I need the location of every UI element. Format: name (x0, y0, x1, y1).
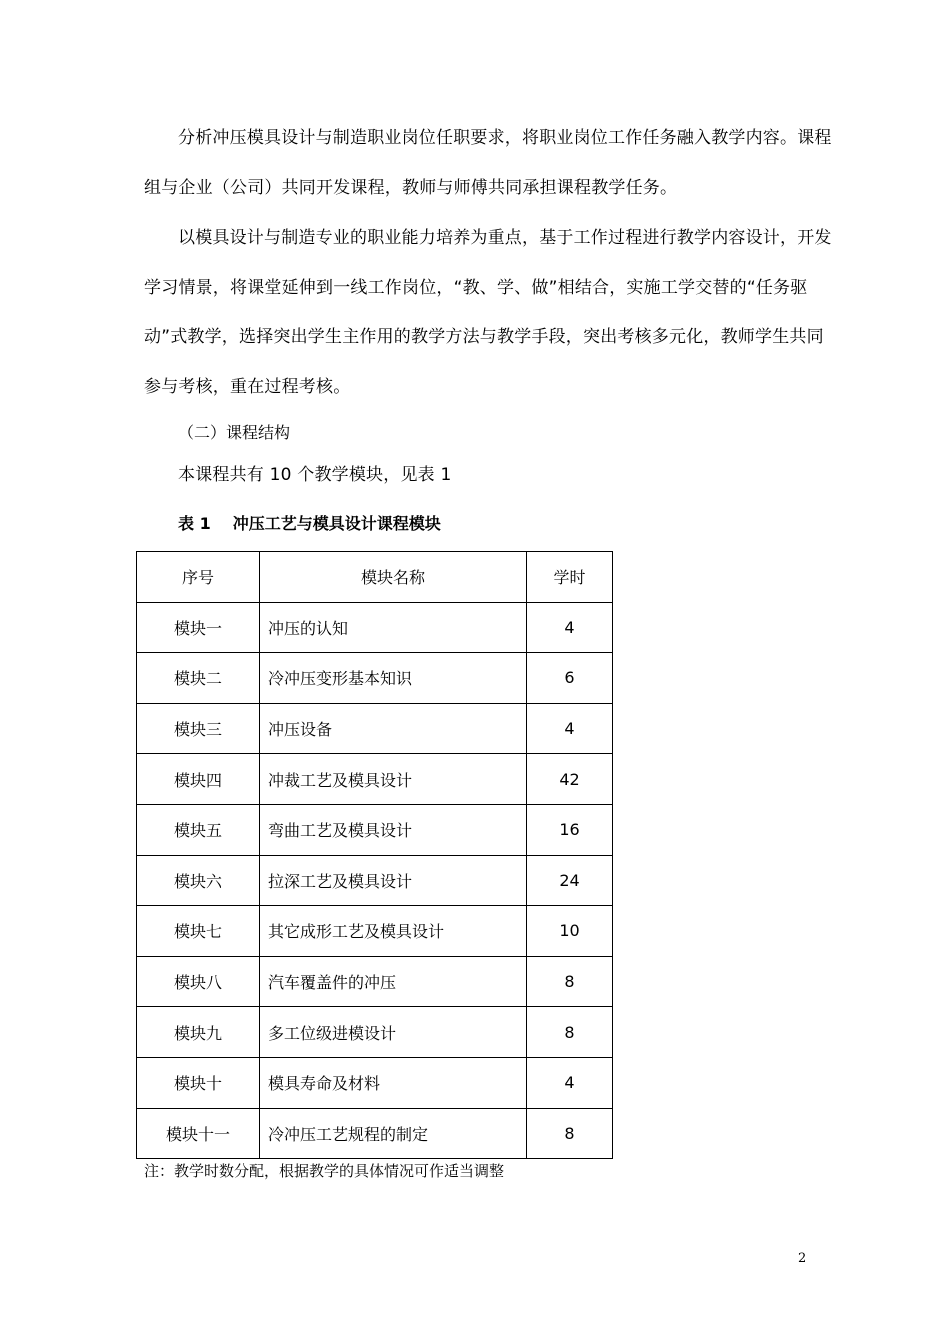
header-hours: 学时 (527, 552, 613, 603)
cell-name: 弯曲工艺及模具设计 (260, 804, 527, 855)
table-caption (178, 512, 441, 536)
cell-seq: 模块六 (137, 855, 260, 906)
cell-seq: 模块五 (137, 804, 260, 855)
cell-seq: 模块九 (137, 1007, 260, 1058)
cell-name: 汽车覆盖件的冲压 (260, 956, 527, 1007)
cell-hours: 10 (527, 906, 613, 957)
cell-name: 冲压设备 (260, 703, 527, 754)
table-row (137, 956, 613, 1007)
cell-hours: 8 (527, 1108, 613, 1159)
cell-hours: 8 (527, 956, 613, 1007)
table-row (137, 754, 613, 805)
intro-sentence: 本课程共有 10 个教学模块，见表 1 (178, 465, 452, 485)
paragraph-line: 以模具设计与制造专业的职业能力培养为重点，基于工作过程进行教学内容设计，开发 (178, 228, 832, 248)
cell-hours: 4 (527, 1057, 613, 1108)
cell-seq: 模块一 (137, 602, 260, 653)
table-row (137, 653, 613, 704)
cell-hours: 4 (527, 602, 613, 653)
cell-name: 冲压的认知 (260, 602, 527, 653)
page-number: 2 (798, 1251, 807, 1266)
cell-hours: 42 (527, 754, 613, 805)
module-table (136, 551, 613, 1159)
table-row (137, 906, 613, 957)
cell-hours: 6 (527, 653, 613, 704)
paragraph-line: 参与考核，重在过程考核。 (144, 377, 351, 397)
table-caption-title: 冲压工艺与模具设计课程模块 (232, 514, 441, 533)
table-row (137, 703, 613, 754)
cell-seq: 模块二 (137, 653, 260, 704)
table-header-row (137, 552, 613, 603)
cell-seq: 模块十 (137, 1057, 260, 1108)
header-name: 模块名称 (260, 552, 527, 603)
table-row (137, 804, 613, 855)
table-row (137, 855, 613, 906)
paragraph-line: 学习情景，将课堂延伸到一线工作岗位，“教、学、做”相结合，实施工学交替的“任务驱 (144, 278, 808, 298)
section-heading: （二）课程结构 (178, 423, 291, 442)
cell-hours: 4 (527, 703, 613, 754)
table-row (137, 1057, 613, 1108)
paragraph-line: 动”式教学，选择突出学生主作用的教学方法与教学手段，突出考核多元化，教师学生共同 (144, 327, 824, 347)
cell-name: 冷冲压变形基本知识 (260, 653, 527, 704)
cell-seq: 模块三 (137, 703, 260, 754)
cell-hours: 8 (527, 1007, 613, 1058)
cell-hours: 24 (527, 855, 613, 906)
cell-name: 拉深工艺及模具设计 (260, 855, 527, 906)
table-caption-number: 表 1 (178, 514, 211, 533)
cell-seq: 模块八 (137, 956, 260, 1007)
cell-name: 冷冲压工艺规程的制定 (260, 1108, 527, 1159)
header-seq: 序号 (137, 552, 260, 603)
cell-name: 模具寿命及材料 (260, 1057, 527, 1108)
table-note: 注：教学时数分配，根据教学的具体情况可作适当调整 (144, 1162, 505, 1180)
cell-name: 多工位级进模设计 (260, 1007, 527, 1058)
cell-seq: 模块四 (137, 754, 260, 805)
table-row (137, 1007, 613, 1058)
paragraph-line: 组与企业（公司）共同开发课程，教师与师傅共同承担课程教学任务。 (144, 178, 678, 198)
table-row (137, 1108, 613, 1159)
cell-name: 冲裁工艺及模具设计 (260, 754, 527, 805)
cell-name: 其它成形工艺及模具设计 (260, 906, 527, 957)
cell-seq: 模块十一 (137, 1108, 260, 1159)
paragraph-line: 分析冲压模具设计与制造职业岗位任职要求，将职业岗位工作任务融入教学内容。课程 (178, 128, 832, 148)
table-row (137, 602, 613, 653)
cell-hours: 16 (527, 804, 613, 855)
cell-seq: 模块七 (137, 906, 260, 957)
